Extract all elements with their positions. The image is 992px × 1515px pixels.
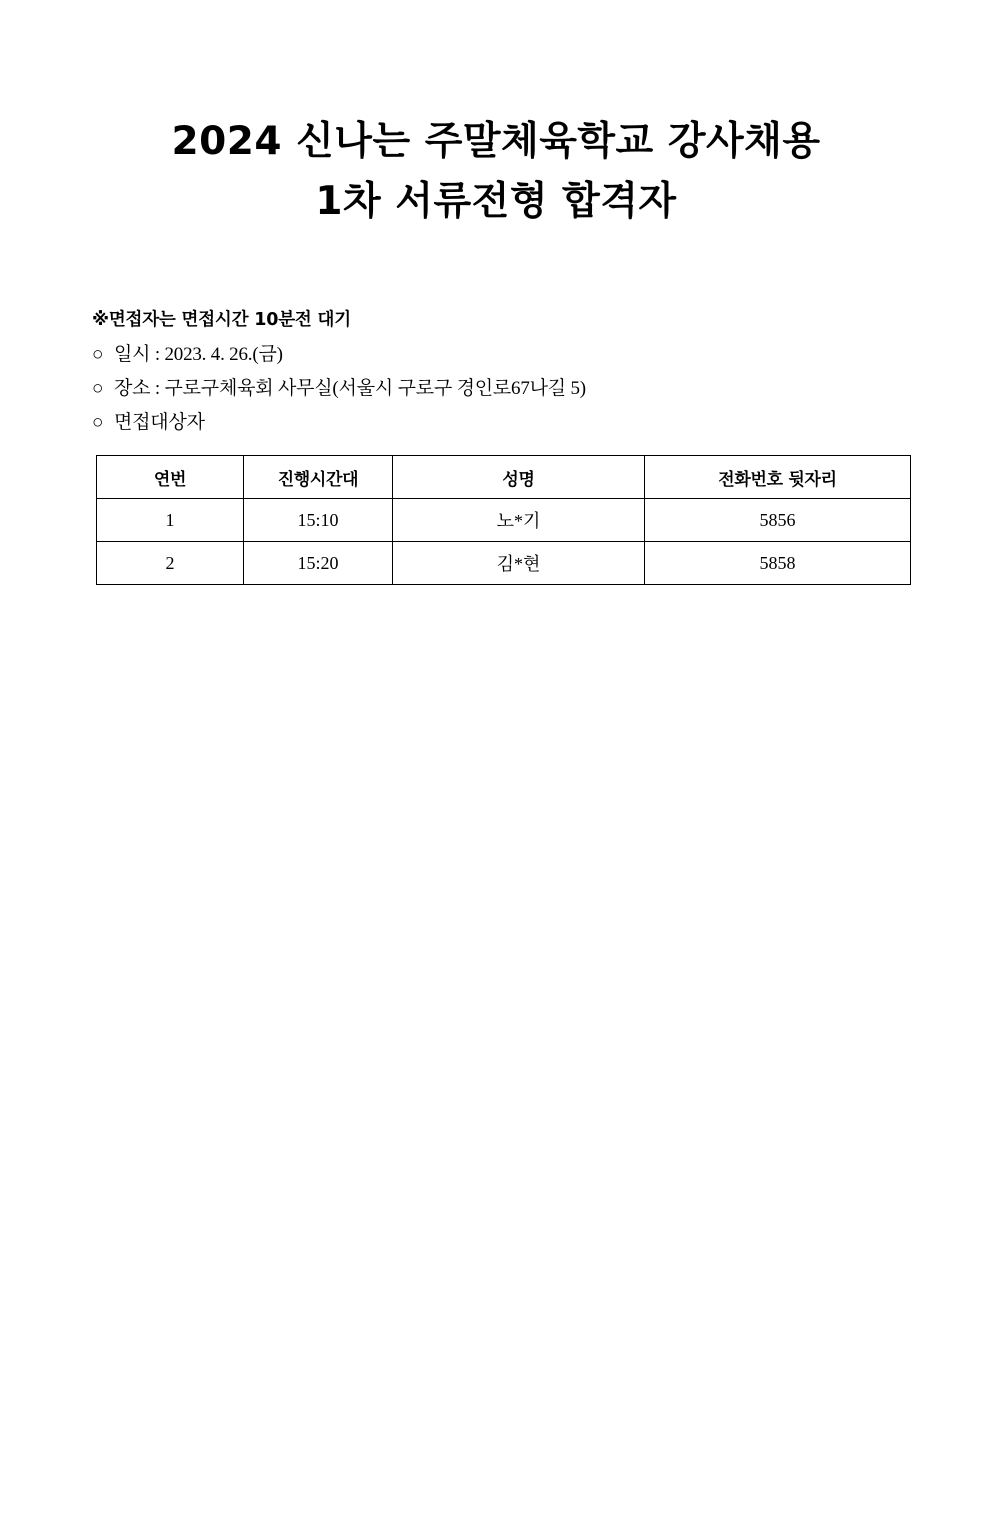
table-row	[97, 542, 911, 585]
cell-timeslot: 15:10	[244, 499, 393, 542]
bullet-marker-icon: ○	[92, 344, 104, 366]
info-line-location-text: 장소 : 구로구체육회 사무실(서울시 구로구 경인로67나길 5)	[114, 377, 586, 399]
info-line-location	[92, 372, 992, 406]
applicants-table	[96, 455, 911, 585]
cell-name: 노*기	[393, 499, 645, 542]
cell-name: 김*현	[393, 542, 645, 585]
document-body	[92, 305, 992, 440]
interview-note: ※면접자는 면접시간 10분전 대기	[92, 309, 351, 330]
cell-phone-last: 5856	[645, 499, 911, 542]
column-header-phone-last: 전화번호 뒷자리	[645, 456, 911, 499]
info-line-date-text: 일시 : 2023. 4. 26.(금)	[114, 344, 283, 366]
bullet-marker-icon: ○	[92, 411, 104, 433]
table-row	[97, 499, 911, 542]
info-line-date	[92, 338, 992, 372]
cell-no: 2	[97, 542, 244, 585]
column-header-name: 성명	[393, 456, 645, 499]
column-header-no: 연번	[97, 456, 244, 499]
bullet-marker-icon: ○	[92, 377, 104, 399]
column-header-timeslot: 진행시간대	[244, 456, 393, 499]
document-page	[0, 112, 992, 1515]
info-line-interviewees-text: 면접대상자	[114, 411, 205, 433]
page-title	[0, 112, 992, 233]
cell-timeslot: 15:20	[244, 542, 393, 585]
cell-phone-last: 5858	[645, 542, 911, 585]
page-title-line-1: 2024 신나는 주말체육학교 강사채용	[171, 119, 821, 164]
cell-no: 1	[97, 499, 244, 542]
info-line-interviewees	[92, 406, 992, 440]
table-header-row	[97, 456, 911, 499]
page-title-line-2: 1차 서류전형 합격자	[315, 179, 677, 225]
